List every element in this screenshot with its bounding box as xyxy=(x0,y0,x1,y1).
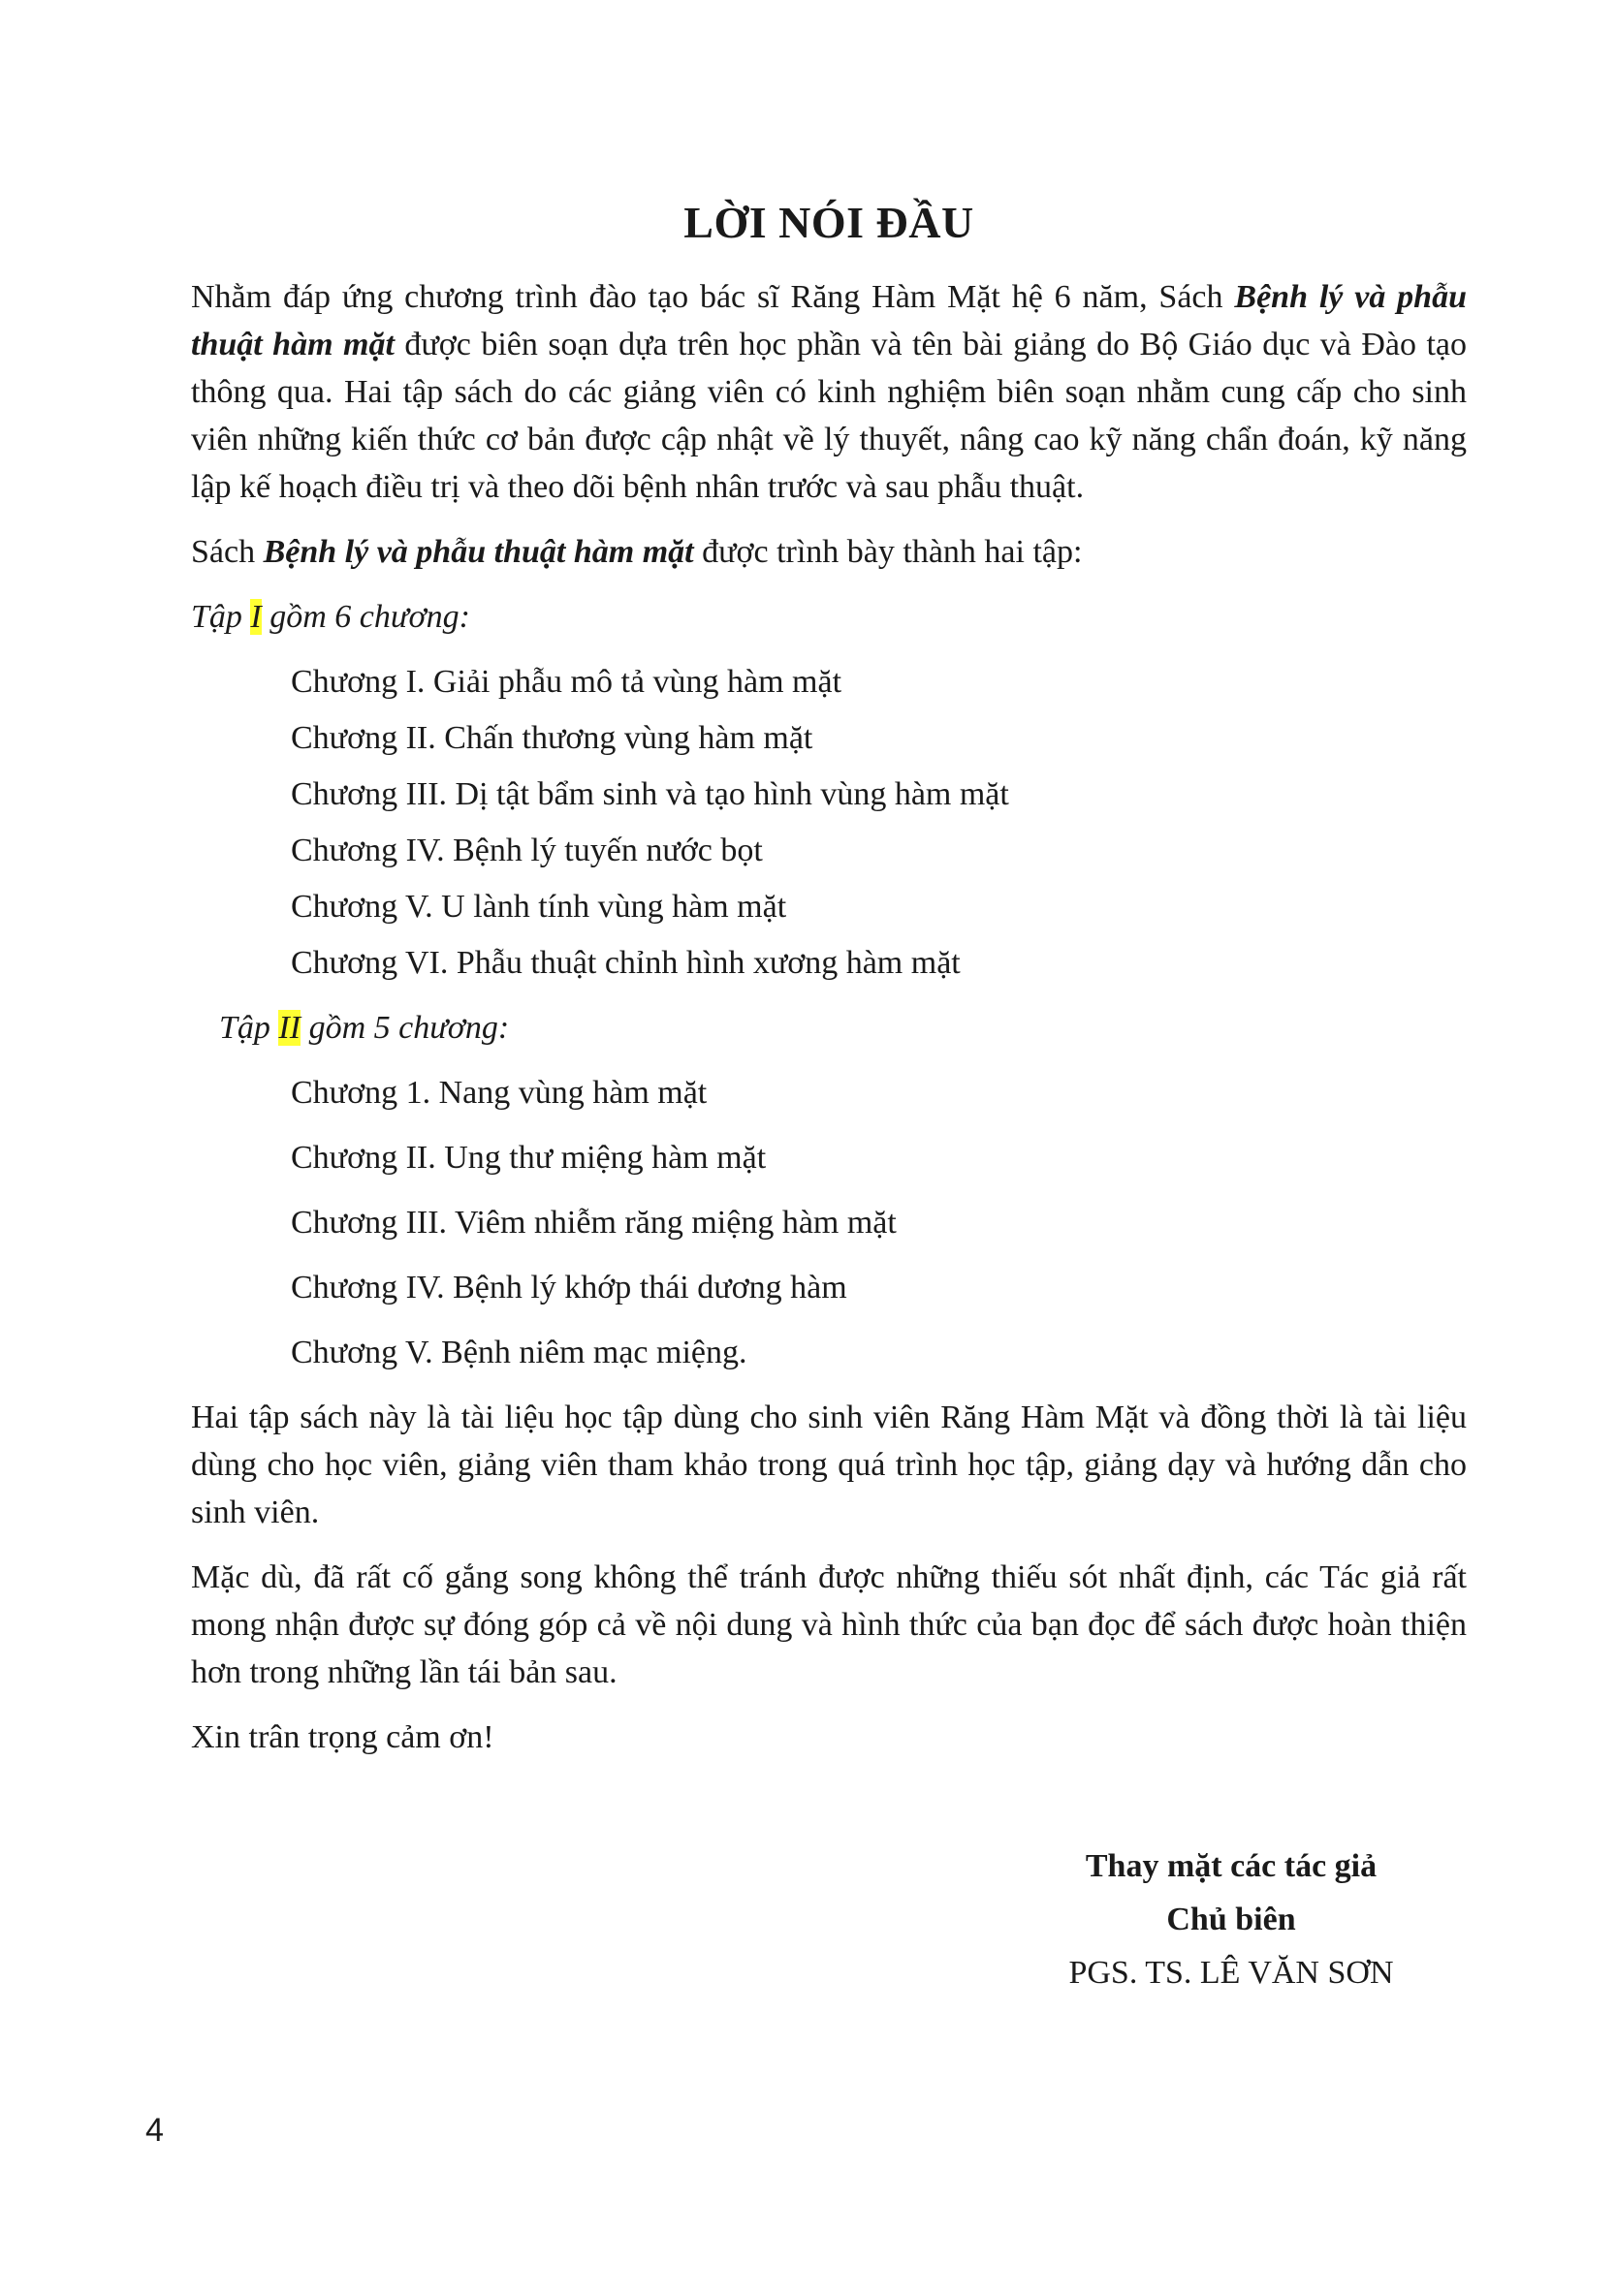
volume-2-numeral: II xyxy=(278,1010,301,1046)
chapter-item: Chương VI. Phẫu thuật chỉnh hình xương hàm mặt xyxy=(291,945,961,981)
volume-2-suffix: gồm 5 chương: xyxy=(301,1010,510,1046)
signature-role: Thay mặt các tác giả xyxy=(1085,1848,1378,1884)
chapter-item: Chương II. Ung thư miệng hàm mặt xyxy=(291,1140,767,1176)
apology-paragraph: Mặc dù, đã rất cố gắng song không thể tránh được những thiếu sót nhất định, các Tác giả rất mong nhận được sự đóng góp cả về nội dung và hình thức của bạn đọc để sách được hoàn thiện hơn trong những lần tái bản sau. xyxy=(191,1559,1467,1690)
chapter-item: Chương III. Viêm nhiễm răng miệng hàm mặt xyxy=(291,1205,897,1241)
intro-book-title: Bệnh lý và phẫu thuật hàm mặt xyxy=(191,279,1467,362)
chapter-item: Chương II. Chấn thương vùng hàm mặt xyxy=(291,720,813,756)
chapter-item: Chương V. U lành tính vùng hàm mặt xyxy=(291,889,787,925)
intro-text-after: được biên soạn dựa trên học phần và tên bài giảng do Bộ Giáo dục và Đào tạo thông qua. Hai tập sách do các giảng viên có kinh nghiệm biên soạn nhằm cung cấp cho sinh viên những kiến thức cơ bản được cập nhật về lý thuyết, nâng cao kỹ năng chẩn đoán, kỹ năng lập kế hoạch điều trị và theo dõi bệnh nhân trước và sau phẫu thuật. xyxy=(191,327,1467,505)
volume-2-prefix: Tập xyxy=(219,1010,279,1046)
structure-text-after: được trình bày thành hai tập: xyxy=(693,534,1083,570)
structure-book-title: Bệnh lý và phẫu thuật hàm mặt xyxy=(263,534,694,570)
signature-title: Chủ biên xyxy=(1166,1902,1296,1937)
intro-paragraph xyxy=(191,273,1467,511)
signature-block xyxy=(1028,1840,1435,1999)
chapter-item: Chương III. Dị tật bẩm sinh và tạo hình vùng hàm mặt xyxy=(291,776,1009,812)
signature-author: PGS. TS. LÊ VĂN SƠN xyxy=(1068,1955,1394,1991)
volume-1-suffix: gồm 6 chương: xyxy=(261,599,470,635)
volume-1-numeral: I xyxy=(250,599,262,635)
structure-paragraph xyxy=(191,528,1467,576)
preface-body xyxy=(191,194,1467,1778)
usage-paragraph: Hai tập sách này là tài liệu học tập dùng cho sinh viên Răng Hàm Mặt và đồng thời là tài liệu dùng cho học viên, giảng viên tham khảo trong quá trình học tập, giảng dạy và hướng dẫn cho sinh viên. xyxy=(191,1400,1467,1530)
volume-1-prefix: Tập xyxy=(191,599,251,635)
structure-text-before: Sách xyxy=(191,534,264,570)
volume-1-chapter-list xyxy=(191,658,1467,987)
chapter-item: Chương I. Giải phẫu mô tả vùng hàm mặt xyxy=(291,664,842,700)
volume-2-chapter-list xyxy=(191,1069,1467,1376)
thanks-line: Xin trân trọng cảm ơn! xyxy=(191,1719,494,1755)
chapter-item: Chương V. Bệnh niêm mạc miệng. xyxy=(291,1335,747,1370)
volume-1-heading xyxy=(191,593,1467,641)
intro-text-before: Nhằm đáp ứng chương trình đào tạo bác sĩ Răng Hàm Mặt hệ 6 năm, Sách xyxy=(191,279,1235,315)
volume-2-heading xyxy=(219,1004,1467,1052)
page-title: LỜI NÓI ĐẦU xyxy=(683,198,974,247)
chapter-item: Chương IV. Bệnh lý khớp thái dương hàm xyxy=(291,1270,847,1305)
chapter-item: Chương 1. Nang vùng hàm mặt xyxy=(291,1075,708,1111)
page-number: 4 xyxy=(145,2112,164,2149)
chapter-item: Chương IV. Bệnh lý tuyến nước bọt xyxy=(291,833,763,868)
